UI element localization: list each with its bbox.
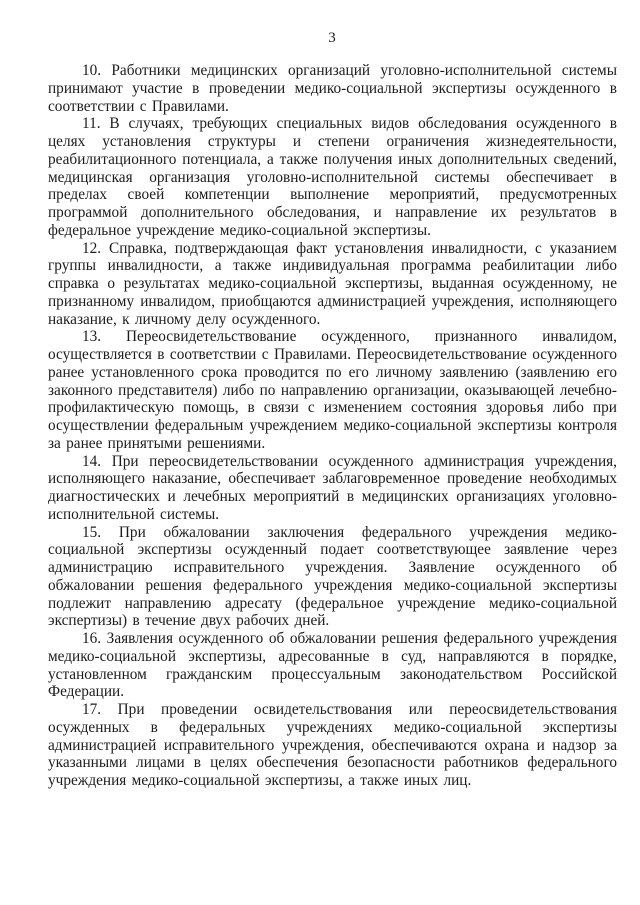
paragraph-11: 11. В случаях, требующих специальных видов обследования осужденного в целях установления структуры и степени ограничения жизнедеятельности, реабилитационного потенциала, а также получения иных дополнительных сведений, медицинская организация уголовно-исполнительной системы обеспечивает в пределах своей компетенции выполнение мероприятий, предусмотренных программой дополнительного обследования, и направление их результатов в федеральное учреждение медико-социальной экспертизы. <box>48 115 617 239</box>
paragraph-16: 16. Заявления осужденного об обжаловании решения федерального учреждения медико-социальной экспертизы, адресованные в суд, направляются в порядке, установленном гражданским процессуальным законодательством Российской Федерации. <box>48 630 617 701</box>
paragraph-14: 14. При переосвидетельствовании осужденного администрация учреждения, исполняющего наказание, обеспечивает заблаговременное проведение необходимых диагностических и лечебных мероприятий в медицинских организациях уголовно-исполнительной системы. <box>48 452 617 523</box>
document-body <box>48 62 617 790</box>
paragraph-13: 13. Переосвидетельствование осужденного, признанного инвалидом, осуществляется в соответствии с Правилами. Переосвидетельствование осужденного ранее установленного срока проводится по его личному заявлению (заявлению его законного представителя) либо по направлению организации, оказывающей лечебно-профилактическую помощь, в связи с изменением состояния здоровья либо при осуществлении федеральным учреждением медико-социальной экспертизы контроля за ранее принятыми решениями. <box>48 328 617 452</box>
paragraph-17: 17. При проведении освидетельствования или переосвидетельствования осужденных в федеральных учреждениях медико-социальной экспертизы администрацией исправительного учреждения, обеспечиваются охрана и надзор за указанными лицами в целях обеспечения безопасности работников федерального учреждения медико-социальной экспертизы, а также иных лиц. <box>48 701 617 789</box>
paragraph-15: 15. При обжаловании заключения федерального учреждения медико-социальной экспертизы осужденный подает соответствующее заявление через администрацию исправительного учреждения. Заявление осужденного об обжаловании решения федерального учреждения медико-социальной экспертизы подлежит направлению адресату (федеральное учреждение медико-социальной экспертизы) в течение двух рабочих дней. <box>48 523 617 630</box>
page-number: 3 <box>328 30 336 46</box>
paragraph-12: 12. Справка, подтверждающая факт установления инвалидности, с указанием группы инвалидности, а также индивидуальная программа реабилитации либо справка о результатах медико-социальной экспертизы, выданная осужденному, не признанному инвалидом, приобщаются администрацией учреждения, исполняющего наказание, к личному делу осужденного. <box>48 239 617 328</box>
paragraph-10: 10. Работники медицинских организаций уголовно-исполнительной системы принимают участие в проведении медико-социальной экспертизы осужденного в соответствии с Правилами. <box>48 62 617 115</box>
